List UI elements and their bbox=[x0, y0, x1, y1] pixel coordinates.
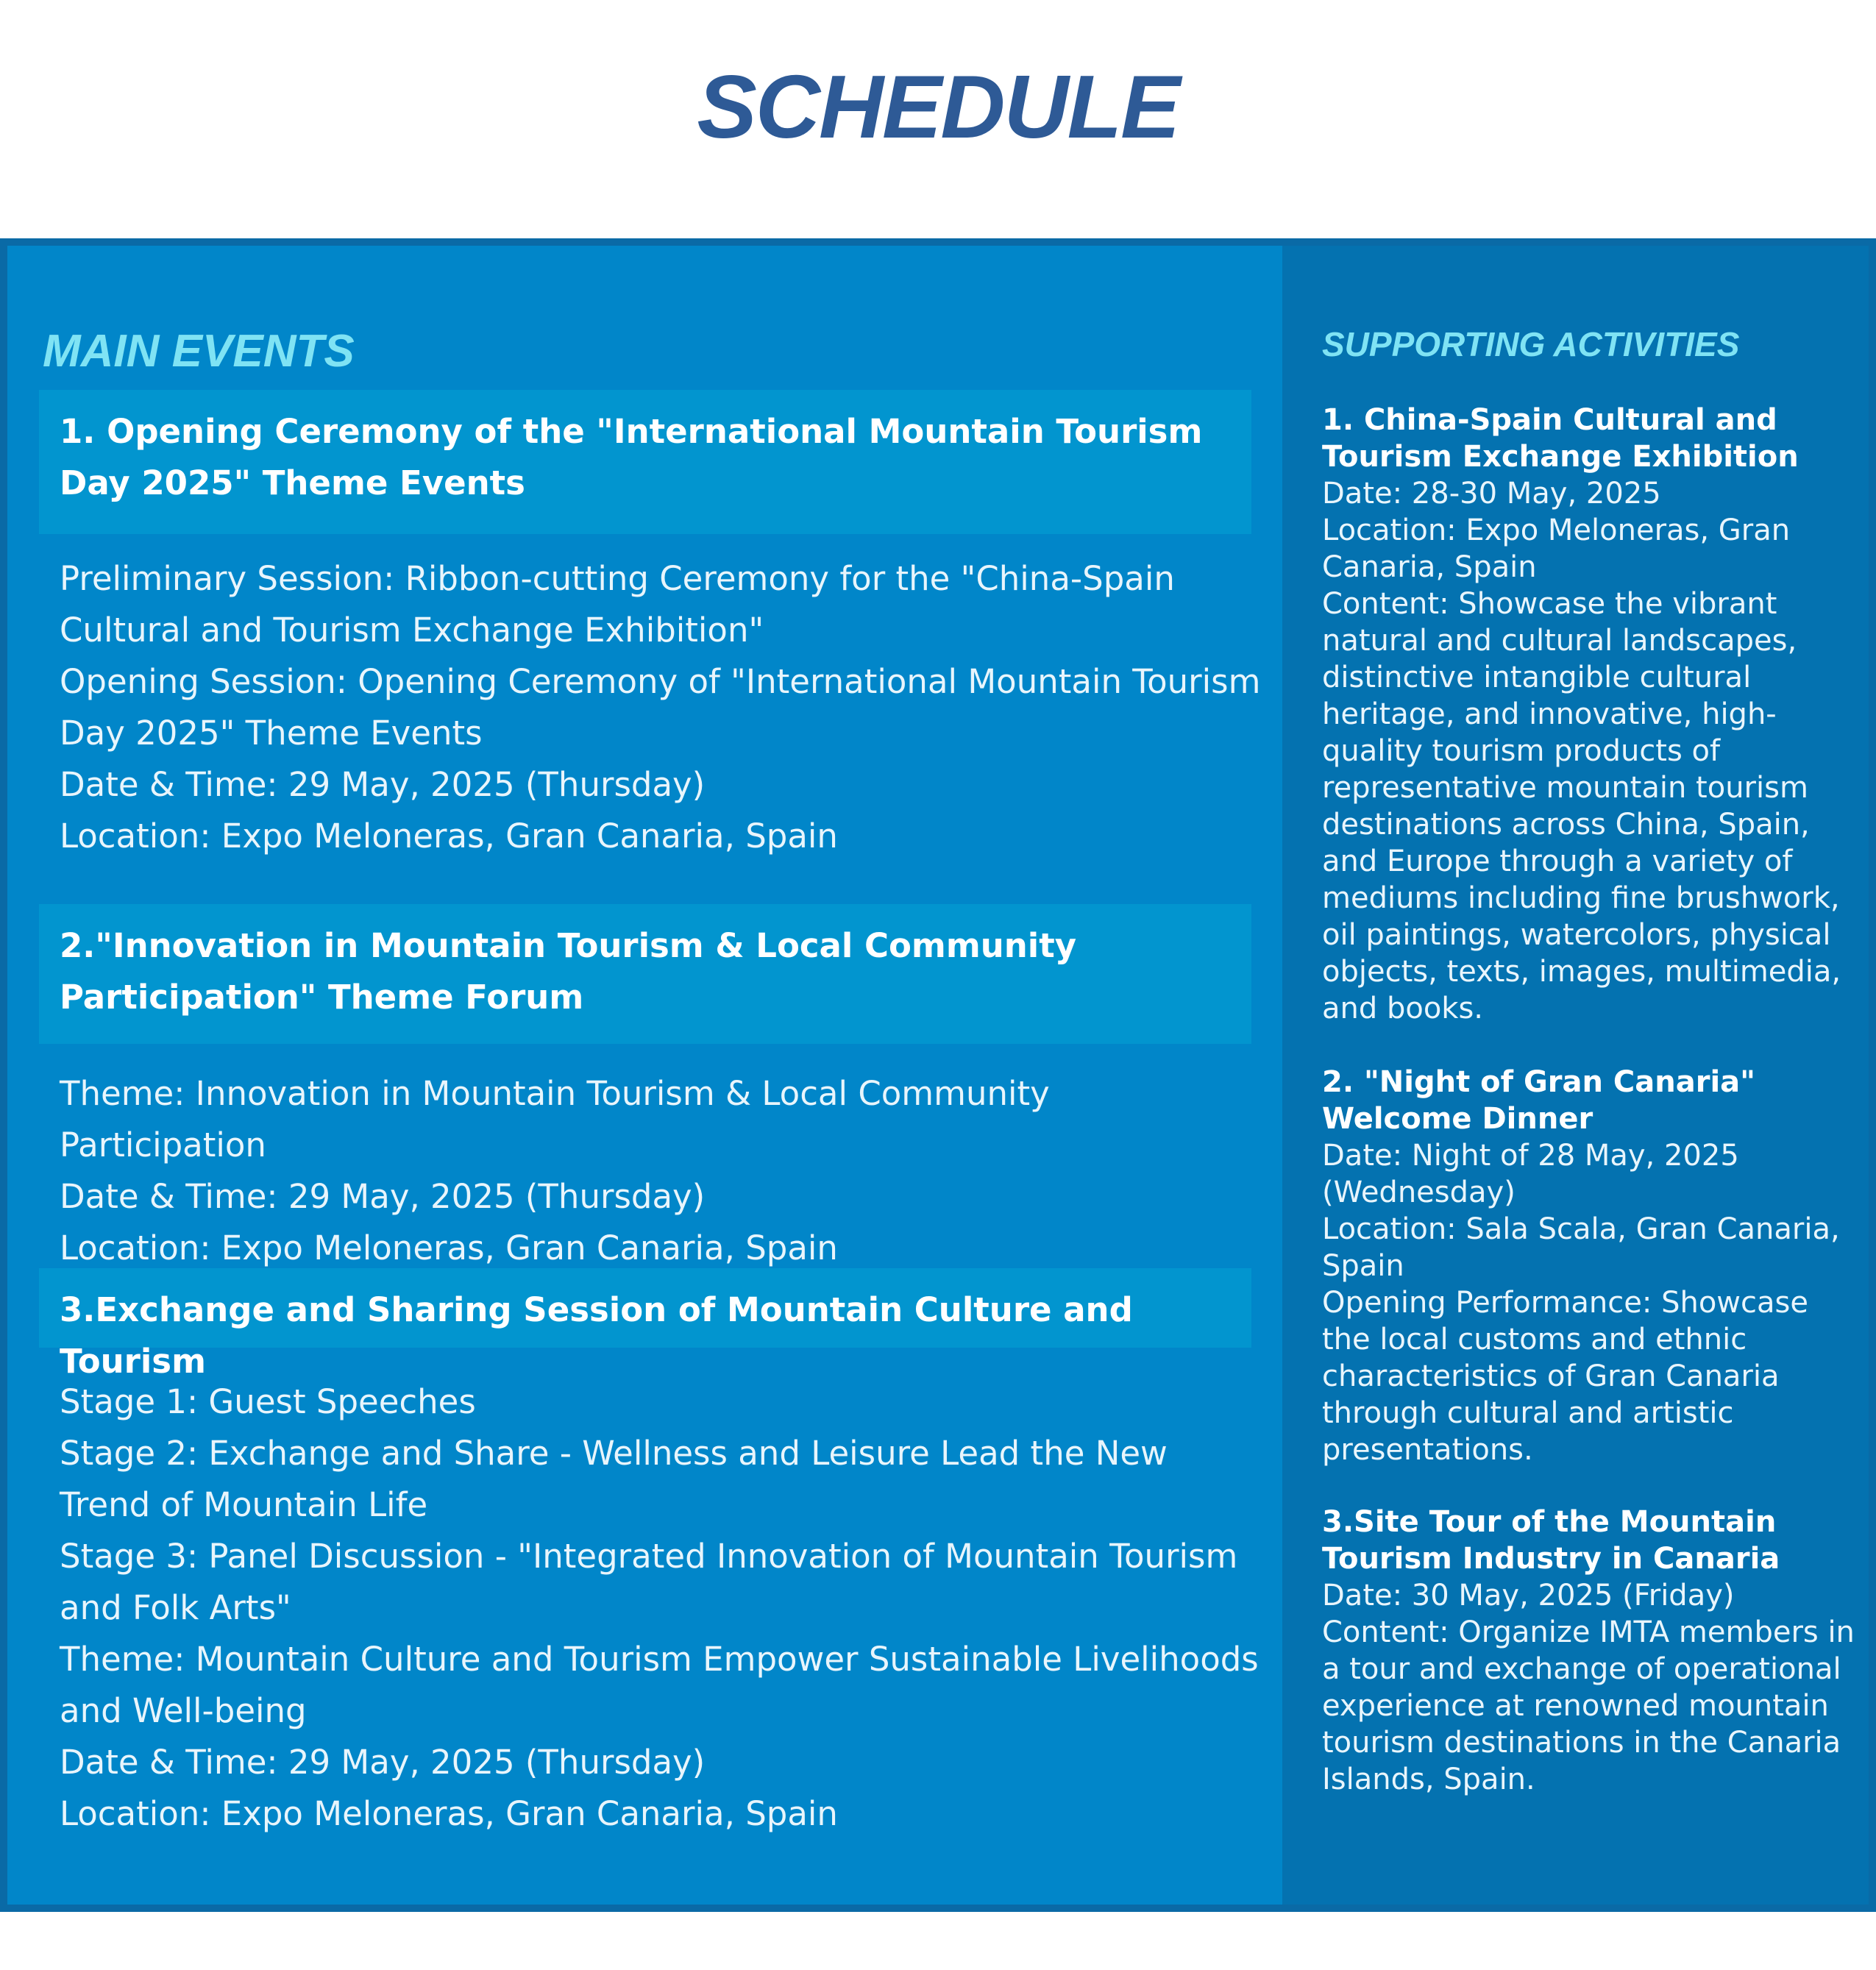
event-1-line: Opening Session: Opening Ceremony of "International Mountain Tourism Day 2025" Theme Events bbox=[60, 662, 1261, 753]
event-3-line: Location: Expo Meloneras, Gran Canaria, Spain bbox=[60, 1794, 838, 1833]
activity-2-line: Location: Sala Scala, Gran Canaria, Spain bbox=[1322, 1212, 1840, 1283]
activity-2-line: Date: Night of 28 May, 2025 (Wednesday) bbox=[1322, 1139, 1739, 1209]
event-1-line: Date & Time: 29 May, 2025 (Thursday) bbox=[60, 765, 706, 804]
supporting-activities-column bbox=[1282, 246, 1869, 1905]
event-3-title: 3.Exchange and Sharing Session of Mountain Culture and Tourism bbox=[39, 1268, 1251, 1348]
event-3-line: Stage 2: Exchange and Share - Wellness and Leisure Lead the New Trend of Mountain Life bbox=[60, 1434, 1168, 1524]
event-2-details bbox=[60, 1068, 1266, 1274]
event-2-line: Date & Time: 29 May, 2025 (Thursday) bbox=[60, 1177, 706, 1216]
main-events-heading: MAIN EVENTS bbox=[43, 326, 355, 377]
event-3-line: Theme: Mountain Culture and Tourism Empower Sustainable Livelihoods and Well-being bbox=[60, 1640, 1259, 1730]
event-2-line: Theme: Innovation in Mountain Tourism & Local Community Participation bbox=[60, 1074, 1050, 1164]
event-1-line: Preliminary Session: Ribbon-cutting Ceremony for the "China-Spain Cultural and Tourism Exchange Exhibition" bbox=[60, 559, 1175, 650]
schedule-panel bbox=[0, 238, 1876, 1912]
activity-3-line: Content: Organize IMTA members in a tour and exchange of operational experience at renowned mountain tourism destinations in the Canaria Islands, Spain. bbox=[1322, 1615, 1855, 1796]
event-3-details bbox=[60, 1376, 1266, 1840]
page-title: SCHEDULE bbox=[697, 57, 1179, 157]
event-2-title: 2."Innovation in Mountain Tourism & Local Community Participation" Theme Forum bbox=[39, 904, 1251, 1044]
activity-1 bbox=[1322, 402, 1859, 1027]
activity-1-line: Location: Expo Meloneras, Gran Canaria, Spain bbox=[1322, 513, 1791, 584]
activity-1-title: 1. China-Spain Cultural and Tourism Exchange Exhibition bbox=[1322, 403, 1799, 474]
activity-3 bbox=[1322, 1504, 1859, 1798]
event-1-line: Location: Expo Meloneras, Gran Canaria, Spain bbox=[60, 817, 838, 856]
activity-2 bbox=[1322, 1064, 1859, 1468]
activity-2-line: Opening Performance: Showcase the local customs and ethnic characteristics of Gran Canaria through cultural and artistic presentations. bbox=[1322, 1286, 1808, 1467]
event-1-title: 1. Opening Ceremony of the "International Mountain Tourism Day 2025" Theme Events bbox=[39, 390, 1251, 534]
event-3-line: Date & Time: 29 May, 2025 (Thursday) bbox=[60, 1743, 706, 1782]
activity-2-title: 2. "Night of Gran Canaria" Welcome Dinner bbox=[1322, 1065, 1755, 1136]
activity-3-title: 3.Site Tour of the Mountain Tourism Industry in Canaria bbox=[1322, 1505, 1780, 1576]
activity-3-line: Date: 30 May, 2025 (Friday) bbox=[1322, 1579, 1735, 1612]
main-events-column bbox=[7, 246, 1282, 1905]
activity-1-line: Content: Showcase the vibrant natural and cultural landscapes, distinctive intangible cultural heritage, and innovative, high-quality tourism products of representative mountain tourism destinations across China, Spain, and Europe through a variety of mediums including fine brushwork, oil paintings, watercolors, physical objects, texts, images, multimedia, and books. bbox=[1322, 587, 1841, 1025]
event-3-line: Stage 3: Panel Discussion - "Integrated Innovation of Mountain Tourism and Folk Arts" bbox=[60, 1537, 1238, 1627]
event-2-line: Location: Expo Meloneras, Gran Canaria, Spain bbox=[60, 1228, 838, 1267]
activity-1-line: Date: 28-30 May, 2025 bbox=[1322, 477, 1661, 511]
event-3-line: Stage 1: Guest Speeches bbox=[60, 1382, 476, 1421]
event-1-details bbox=[60, 553, 1266, 862]
supporting-activities-heading: SUPPORTING ACTIVITIES bbox=[1322, 325, 1740, 363]
